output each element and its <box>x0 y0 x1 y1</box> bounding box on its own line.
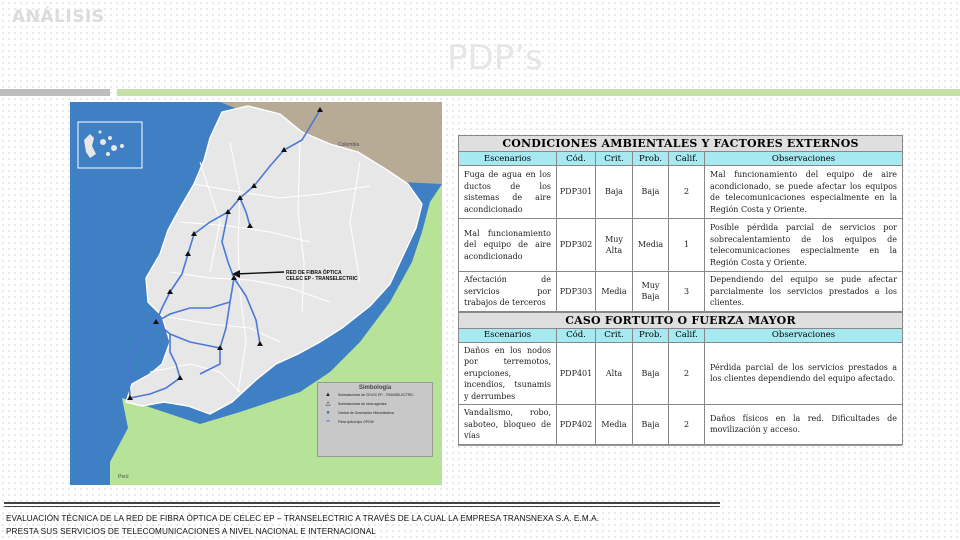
table-title: CONDICIONES AMBIENTALES Y FACTORES EXTERNOS <box>459 136 903 152</box>
column-header: Crit. <box>596 152 633 166</box>
column-header: Crit. <box>596 328 633 342</box>
outline-triangle-icon: △ <box>325 401 331 407</box>
footer-rule <box>4 502 720 504</box>
probability-cell: Muy Baja <box>633 272 669 312</box>
legend-item-label: Fibra óptica tipo OPGW <box>338 420 374 424</box>
observations-cell: Posible pérdida parcial de servicios por sobrecalentamiento de los equipos de telecomunicaciones especialmente en la Región Costa y Oriente. <box>705 219 903 272</box>
criticality-cell: Alta <box>596 342 633 405</box>
legend-item <box>324 400 432 409</box>
table-title: CASO FORTUITO O FUERZA MAYOR <box>459 312 903 328</box>
footer-line-1: EVALUACIÓN TÉCNICA DE LA RED DE FIBRA ÓPTICA DE CELEC EP – TRANSELECTRIC A TRAVÉS DE LA CUAL LA EMPRESA TRANSNEXA S.A. E.M.A. <box>6 514 600 523</box>
observations-cell: Dependiendo del equipo se pude afectar parcialmente los servicios prestados a los clientes. <box>705 272 903 312</box>
column-header: Escenarios <box>459 328 557 342</box>
fiber-network-map <box>70 102 442 485</box>
legend-item-label: Subestaciones de CELEC EP - TRANSELECTRIC <box>338 393 414 397</box>
criticality-cell: Baja <box>596 166 633 219</box>
legend-title: Simbología <box>358 385 392 391</box>
column-header: Prob. <box>633 328 669 342</box>
code-cell: PDP402 <box>557 405 596 445</box>
map-label-colombia: Colombia <box>338 142 360 148</box>
rating-cell: 2 <box>669 405 705 445</box>
column-header: Calif. <box>669 328 705 342</box>
map-legend <box>317 382 433 457</box>
code-cell: PDP401 <box>557 342 596 405</box>
legend-item-label: Subestaciones de otros agentes <box>338 402 387 406</box>
scenario-cell: Vandalismo, robo, saboteo, bloqueo de vías <box>459 405 557 445</box>
column-header: Prob. <box>633 152 669 166</box>
table-row <box>459 405 903 445</box>
criticality-cell: Media <box>596 405 633 445</box>
table-row <box>459 342 903 405</box>
table-row <box>459 219 903 272</box>
criticality-cell: Muy Alta <box>596 219 633 272</box>
column-header: Escenarios <box>459 152 557 166</box>
probability-cell: Baja <box>633 405 669 445</box>
probability-cell: Media <box>633 219 669 272</box>
map-callout-line2: CELEC EP - TRANSELECTRIC <box>286 276 358 282</box>
scenario-cell: Mal funcionamiento del equipo de aire acondicionado <box>459 219 557 272</box>
code-cell: PDP303 <box>557 272 596 312</box>
code-cell: PDP301 <box>557 166 596 219</box>
column-header: Cód. <box>557 328 596 342</box>
drop-icon: ● <box>326 410 330 416</box>
table-row <box>459 166 903 219</box>
title-bar-gray <box>0 89 110 96</box>
map-callout <box>286 270 370 282</box>
code-cell: PDP302 <box>557 219 596 272</box>
legend-item <box>324 391 432 400</box>
observations-cell: Pérdida parcial de los servicios prestados a los clientes dependiendo del equipo afectado. <box>705 342 903 405</box>
table-row <box>459 272 903 312</box>
probability-cell: Baja <box>633 166 669 219</box>
map-label-peru: Perú <box>118 474 129 480</box>
section-label: ANÁLISIS <box>12 7 105 27</box>
rating-cell: 1 <box>669 219 705 272</box>
pdp-tables <box>458 135 902 446</box>
footer-line-2: PRESTA SUS SERVICIOS DE TELECOMUNICACIONES A NIVEL NACIONAL E INTERNACIONAL <box>6 527 376 536</box>
column-header: Observaciones <box>705 328 903 342</box>
rating-cell: 2 <box>669 342 705 405</box>
fiber-line-icon: ━ <box>326 419 330 425</box>
footer-caption <box>6 512 746 538</box>
legend-item <box>324 409 432 418</box>
map-callout-line1: RED DE FIBRA ÓPTICA <box>286 270 342 276</box>
column-header: Observaciones <box>705 152 903 166</box>
footer-rule <box>4 506 720 507</box>
scenario-cell: Daños en los nodos por terremotos, erupciones, incendios, tsunamis y derrumbes <box>459 342 557 405</box>
slide-title: PDP’s <box>447 38 543 78</box>
rating-cell: 3 <box>669 272 705 312</box>
force-majeure-table <box>458 312 903 445</box>
legend-item <box>324 418 432 427</box>
filled-triangle-icon: ▲ <box>325 392 331 398</box>
environmental-conditions-table <box>458 135 903 312</box>
column-header: Calif. <box>669 152 705 166</box>
scenario-cell: Fuga de agua en los ductos de los sistemas de aire acondicionado <box>459 166 557 219</box>
legend-item-label: Central de Generación Hidroeléctrica <box>338 411 394 415</box>
observations-cell: Mal funcionamiento del equipo de aire acondicionado, se puede afectar los equipos de telecomunicaciones especialmente en la Región Costa y Oriente. <box>705 166 903 219</box>
probability-cell: Baja <box>633 342 669 405</box>
criticality-cell: Media <box>596 272 633 312</box>
observations-cell: Daños físicos en la red. Dificultades de movilización y acceso. <box>705 405 903 445</box>
rating-cell: 2 <box>669 166 705 219</box>
scenario-cell: Afectación de servicios por trabajos de terceros <box>459 272 557 312</box>
title-bar-green <box>117 89 960 96</box>
column-header: Cód. <box>557 152 596 166</box>
